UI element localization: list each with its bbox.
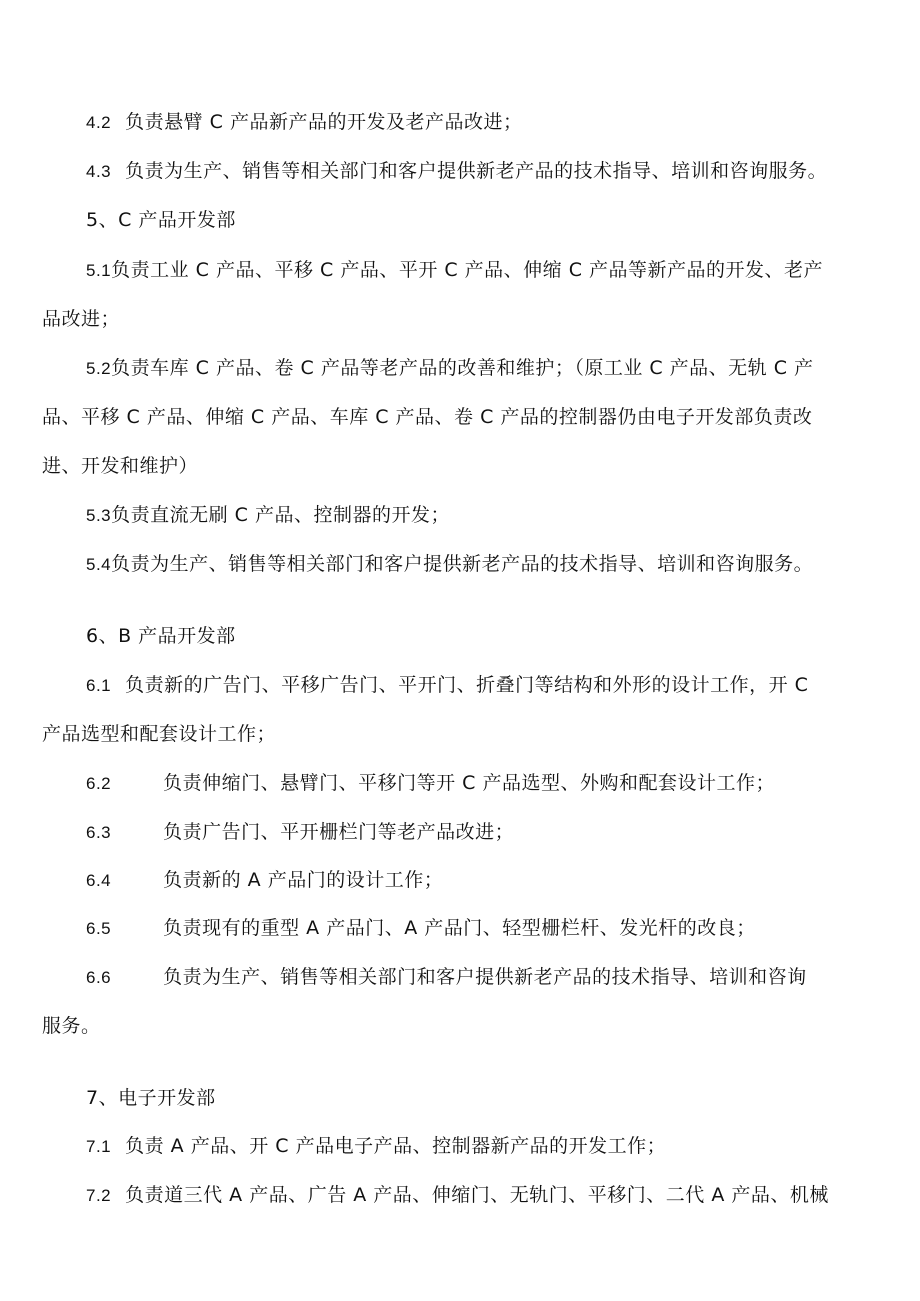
item-5-1 — [86, 255, 823, 285]
item-text: 负责 A 产品、开 C 产品电子产品、控制器新产品的开发工作； — [125, 1135, 667, 1157]
item-number: 5.4 — [86, 555, 112, 574]
item-number: 6.1 — [86, 676, 112, 695]
item-text: 负责新的广告门、平移广告门、平开门、折叠门等结构和外形的设计工作，开 C — [125, 674, 809, 696]
item-text: 负责车库 C 产品、卷 C 产品等老产品的改善和维护；（原工业 C 产品、无轨 C 产 — [111, 357, 814, 379]
item-5-2-cont-1 — [42, 402, 812, 432]
section-heading-text: 6、B 产品开发部 — [86, 625, 236, 647]
item-text-continued: 品、平移 C 产品、伸缩 C 产品、车库 C 产品、卷 C 产品的控制器仍由电子开发部负责改 — [42, 406, 813, 428]
item-7-2 — [86, 1180, 829, 1210]
item-text: 负责悬臂 C 产品新产品的开发及老产品改进； — [125, 111, 523, 133]
item-number: 7.2 — [86, 1186, 112, 1205]
item-number: 5.2 — [86, 359, 112, 378]
item-number: 6.3 — [86, 823, 112, 842]
item-text-continued: 产品选型和配套设计工作； — [42, 723, 277, 745]
item-text-continued: 进、开发和维护） — [42, 455, 199, 477]
item-text: 负责为生产、销售等相关部门和客户提供新老产品的技术指导、培训和咨询服务。 — [125, 160, 828, 182]
section-heading-7 — [86, 1083, 216, 1113]
item-5-3 — [86, 500, 450, 530]
item-6-4 — [86, 865, 443, 895]
item-4-2 — [86, 107, 523, 137]
item-7-1 — [86, 1131, 666, 1161]
item-6-2 — [86, 768, 775, 798]
item-text: 负责广告门、平开栅栏门等老产品改进； — [163, 821, 515, 843]
item-4-3 — [86, 156, 827, 186]
item-number: 7.1 — [86, 1137, 112, 1156]
section-heading-6 — [86, 621, 236, 651]
item-text: 负责直流无刷 C 产品、控制器的开发； — [111, 504, 450, 526]
item-6-5 — [86, 913, 756, 943]
section-heading-text: 5、C 产品开发部 — [86, 209, 236, 231]
item-number: 6.6 — [86, 968, 112, 987]
item-number: 6.4 — [86, 871, 112, 890]
item-number: 5.3 — [86, 506, 112, 525]
item-number: 4.3 — [86, 162, 112, 181]
item-text: 负责道三代 A 产品、广告 A 产品、伸缩门、无轨门、平移门、二代 A 产品、机械 — [125, 1184, 829, 1206]
section-heading-text: 7、电子开发部 — [86, 1087, 216, 1109]
item-text: 负责工业 C 产品、平移 C 产品、平开 C 产品、伸缩 C 产品等新产品的开发、老产 — [111, 259, 824, 281]
item-text: 负责现有的重型 A 产品门、A 产品门、轻型栅栏杆、发光杆的改良； — [163, 917, 756, 939]
item-text: 负责新的 A 产品门的设计工作； — [163, 869, 444, 891]
item-6-1-cont — [42, 719, 276, 749]
item-6-6-cont — [42, 1011, 101, 1041]
item-5-1-cont — [42, 304, 120, 334]
item-number: 6.2 — [86, 774, 112, 793]
item-5-4 — [86, 549, 813, 579]
section-heading-5 — [86, 205, 236, 235]
item-text-continued: 品改进； — [42, 308, 121, 330]
item-6-3 — [86, 817, 514, 847]
item-text-continued: 服务。 — [42, 1015, 101, 1037]
item-6-1 — [86, 670, 808, 700]
item-5-2-cont-2 — [42, 451, 198, 481]
item-text: 负责为生产、销售等相关部门和客户提供新老产品的技术指导、培训和咨询 — [163, 966, 807, 988]
item-text: 负责伸缩门、悬臂门、平移门等开 C 产品选型、外购和配套设计工作； — [163, 772, 775, 794]
item-6-6 — [86, 962, 807, 992]
item-number: 6.5 — [86, 919, 112, 938]
item-number: 5.1 — [86, 261, 112, 280]
item-text: 负责为生产、销售等相关部门和客户提供新老产品的技术指导、培训和咨询服务。 — [111, 553, 814, 575]
item-number: 4.2 — [86, 113, 112, 132]
item-5-2 — [86, 353, 814, 383]
